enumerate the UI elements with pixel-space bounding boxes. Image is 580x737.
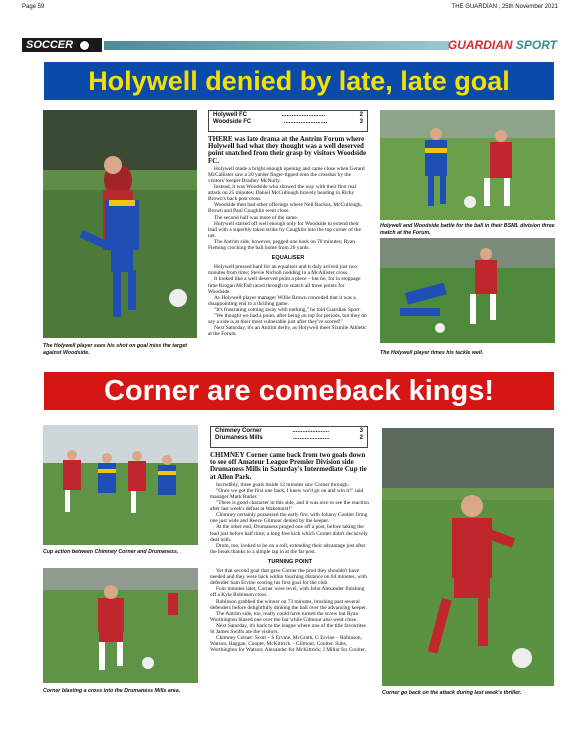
story1-photo-top-right [380, 110, 555, 220]
section-label: SOCCER [22, 38, 102, 52]
story1-photo-main [43, 110, 197, 338]
score-row: Woodside FC .......................... 3 [213, 119, 363, 125]
paragraph: Next Saturday, it's back to the league where one of the title favourites St James Swifts are the visitors. [210, 622, 366, 635]
paragraph: "We thought we had a point, after being on top for periods, but they do say a side is at their most vulnerable just after they've scored!" [208, 312, 367, 326]
story2-photo-left-bottom [43, 568, 198, 683]
paragraph: Drum, too, looked to be on a roll, extending their advantage just after the break thanks to a simple tap in at the far post. [210, 542, 366, 555]
story1-caption-left: The Holywell player sees his shot on goal miss the target against Woodside. [43, 343, 187, 356]
paragraph: It looked like a well deserved point a piece – but no, for in stoppage time Brogan McFall raced through to snatch all three points for Woodside. [208, 276, 361, 295]
story2-headline: Corner are comeback kings! [44, 372, 554, 410]
paragraph: Chimney Corner: Scott – S Ervine, McGrath, G Ervine – Robinson, Watson, Haggan, Cooper, McKittrick – Gilmour, Coulter. Subs, Worthington for Watson; Alexander for McKittrick; J Millar for Coulter. [210, 635, 366, 654]
section-divider [104, 41, 449, 50]
brand-logo: GUARDIAN SPORT [447, 38, 557, 52]
story1-headline: Holywell denied by late, late goal [44, 62, 554, 100]
paragraph: Robinson grabbed the winner on 73 minutes, brushing past several defenders before delightfully dinking the ball over the advancing keeper. [210, 598, 367, 611]
paragraph: Four minutes later, Corner were level, with John Alexander finishing off a Kyle Robinson cross. [210, 586, 365, 599]
paragraph: Woodside then had other offerings where Neil Backus, McCullough, Brown and Paul Coughlin went close. [208, 202, 362, 215]
paragraph: "It's frustrating coming away with nothing," he told Guardian Sport. [214, 306, 361, 313]
paragraph: The second half was more of the same. [214, 214, 299, 221]
score-row: Drumaness Mills ...................... 2 [215, 435, 363, 441]
football-icon [79, 40, 90, 51]
story2-subhead: TURNING POINT [267, 558, 313, 565]
paragraph: Chimney certainly possessed the early fire, with Johnny Coulter firing one just wide and Reece Gilmour denied by the keeper. [210, 512, 368, 525]
paragraph: "Once we got the first one back, I knew we'd go on and win it!" said manager Mark Butler. [210, 487, 364, 500]
paragraph: As Holywell player manager Willie Brown conceded that it was a disappointing end to a thrilling game. [208, 294, 356, 307]
score-row: Holywell FC .......................... 2 [213, 112, 363, 118]
section-bar [22, 38, 557, 52]
score-row: Chimney Corner ...................... 3 [215, 428, 363, 434]
story2-photo-right [382, 428, 554, 686]
story1-lead: THERE was late drama at the Antrim Forum where Holywell had what they thought was a well deserved point snatched from their grasp by visitors Woodside FC. [208, 135, 367, 165]
story2-caption-right: Corner go back on the attack during last week's thriller. [382, 690, 522, 696]
paragraph: Holywell started off well enough only for Woodside to extend their lead with a superbly taken strike by Coughlin into the top corner of the net. [208, 220, 361, 239]
paragraph: Holywell made a bright enough opening and came close when Gerard McCallister saw a 20 yarder finger-tipped onto the crossbar by the visitors' keeper Bradley McNulty. [208, 165, 365, 184]
story2-body [210, 452, 370, 653]
page-number: Page 59 [22, 4, 45, 10]
story2-caption-left-bottom: Corner blasting a cross into the Drumaness Mills area. [43, 688, 181, 694]
paragraph: Instead, it was Woodside who showed the way with their first real attack on 25 minutes; Daniel McCullough bravely heading in Ricky Brown's back post cross. [208, 184, 356, 203]
story2-caption-left-top: Cup action between Chimney Corner and Drumaness. [43, 549, 179, 555]
story2-photo-left-top [43, 425, 198, 545]
paragraph: Incredibly, three goals inside 12 minutes saw Corner through. [216, 481, 349, 488]
story1-caption-right-bottom: The Holywell player times his tackle well. [380, 350, 484, 356]
paragraph: At the other end, Drumaness pinged one off a post, before taking the lead just before half time; a long free kick which Corner didn't decisively deal with. [210, 524, 368, 543]
paragraph: Yet that second goal that gave Corner the prod they shouldn't have needed and they were back within touching distance on 64 minutes, with defender Sam Ervine scoring his first goal for the club. [210, 568, 367, 587]
story1-scorebox [208, 110, 368, 132]
story2-lead: CHIMNEY Corner came back from two goals down to see off Amateur League Premier Division side Drumaness Mills in Saturday's Intermediate Cup tie at Allen Park. [210, 451, 367, 481]
story2-scorebox [210, 426, 368, 448]
story1-subhead: EQUALISER [271, 255, 305, 262]
story1-photo-bottom-right [380, 238, 555, 343]
paragraph: "There is good character in this side, and it was nice to see the reaction after last week's defeat at Wakehurst!" [210, 500, 369, 513]
masthead [22, 4, 558, 14]
paragraph: The Antrim side, too, really could have turned the screw but Ryan Worthington blazed one over the bar while Gilmour also went close. [210, 610, 359, 623]
story1-body [208, 136, 368, 337]
story1-caption-right-top: Holywell and Woodside battle for the ball in their BSML division three match at the Forum. [380, 223, 555, 236]
paper-date: THE GUARDIAN , 25th November 2021 [451, 4, 558, 10]
paragraph: Next Saturday, it's an Antrim derby, as Holywell meet Sixmile Athletic at the Forum. [208, 325, 367, 338]
paragraph: The Antrim side, however, pegged one back on 70 minutes; Ryan Fleming crocking the ball home from 20 yards. [208, 238, 355, 252]
paragraph: Holywell pressed hard for an equaliser and it duly arrived just two minutes from time; Stevie Nicholl nodding in a McAllister cross. [208, 264, 357, 277]
